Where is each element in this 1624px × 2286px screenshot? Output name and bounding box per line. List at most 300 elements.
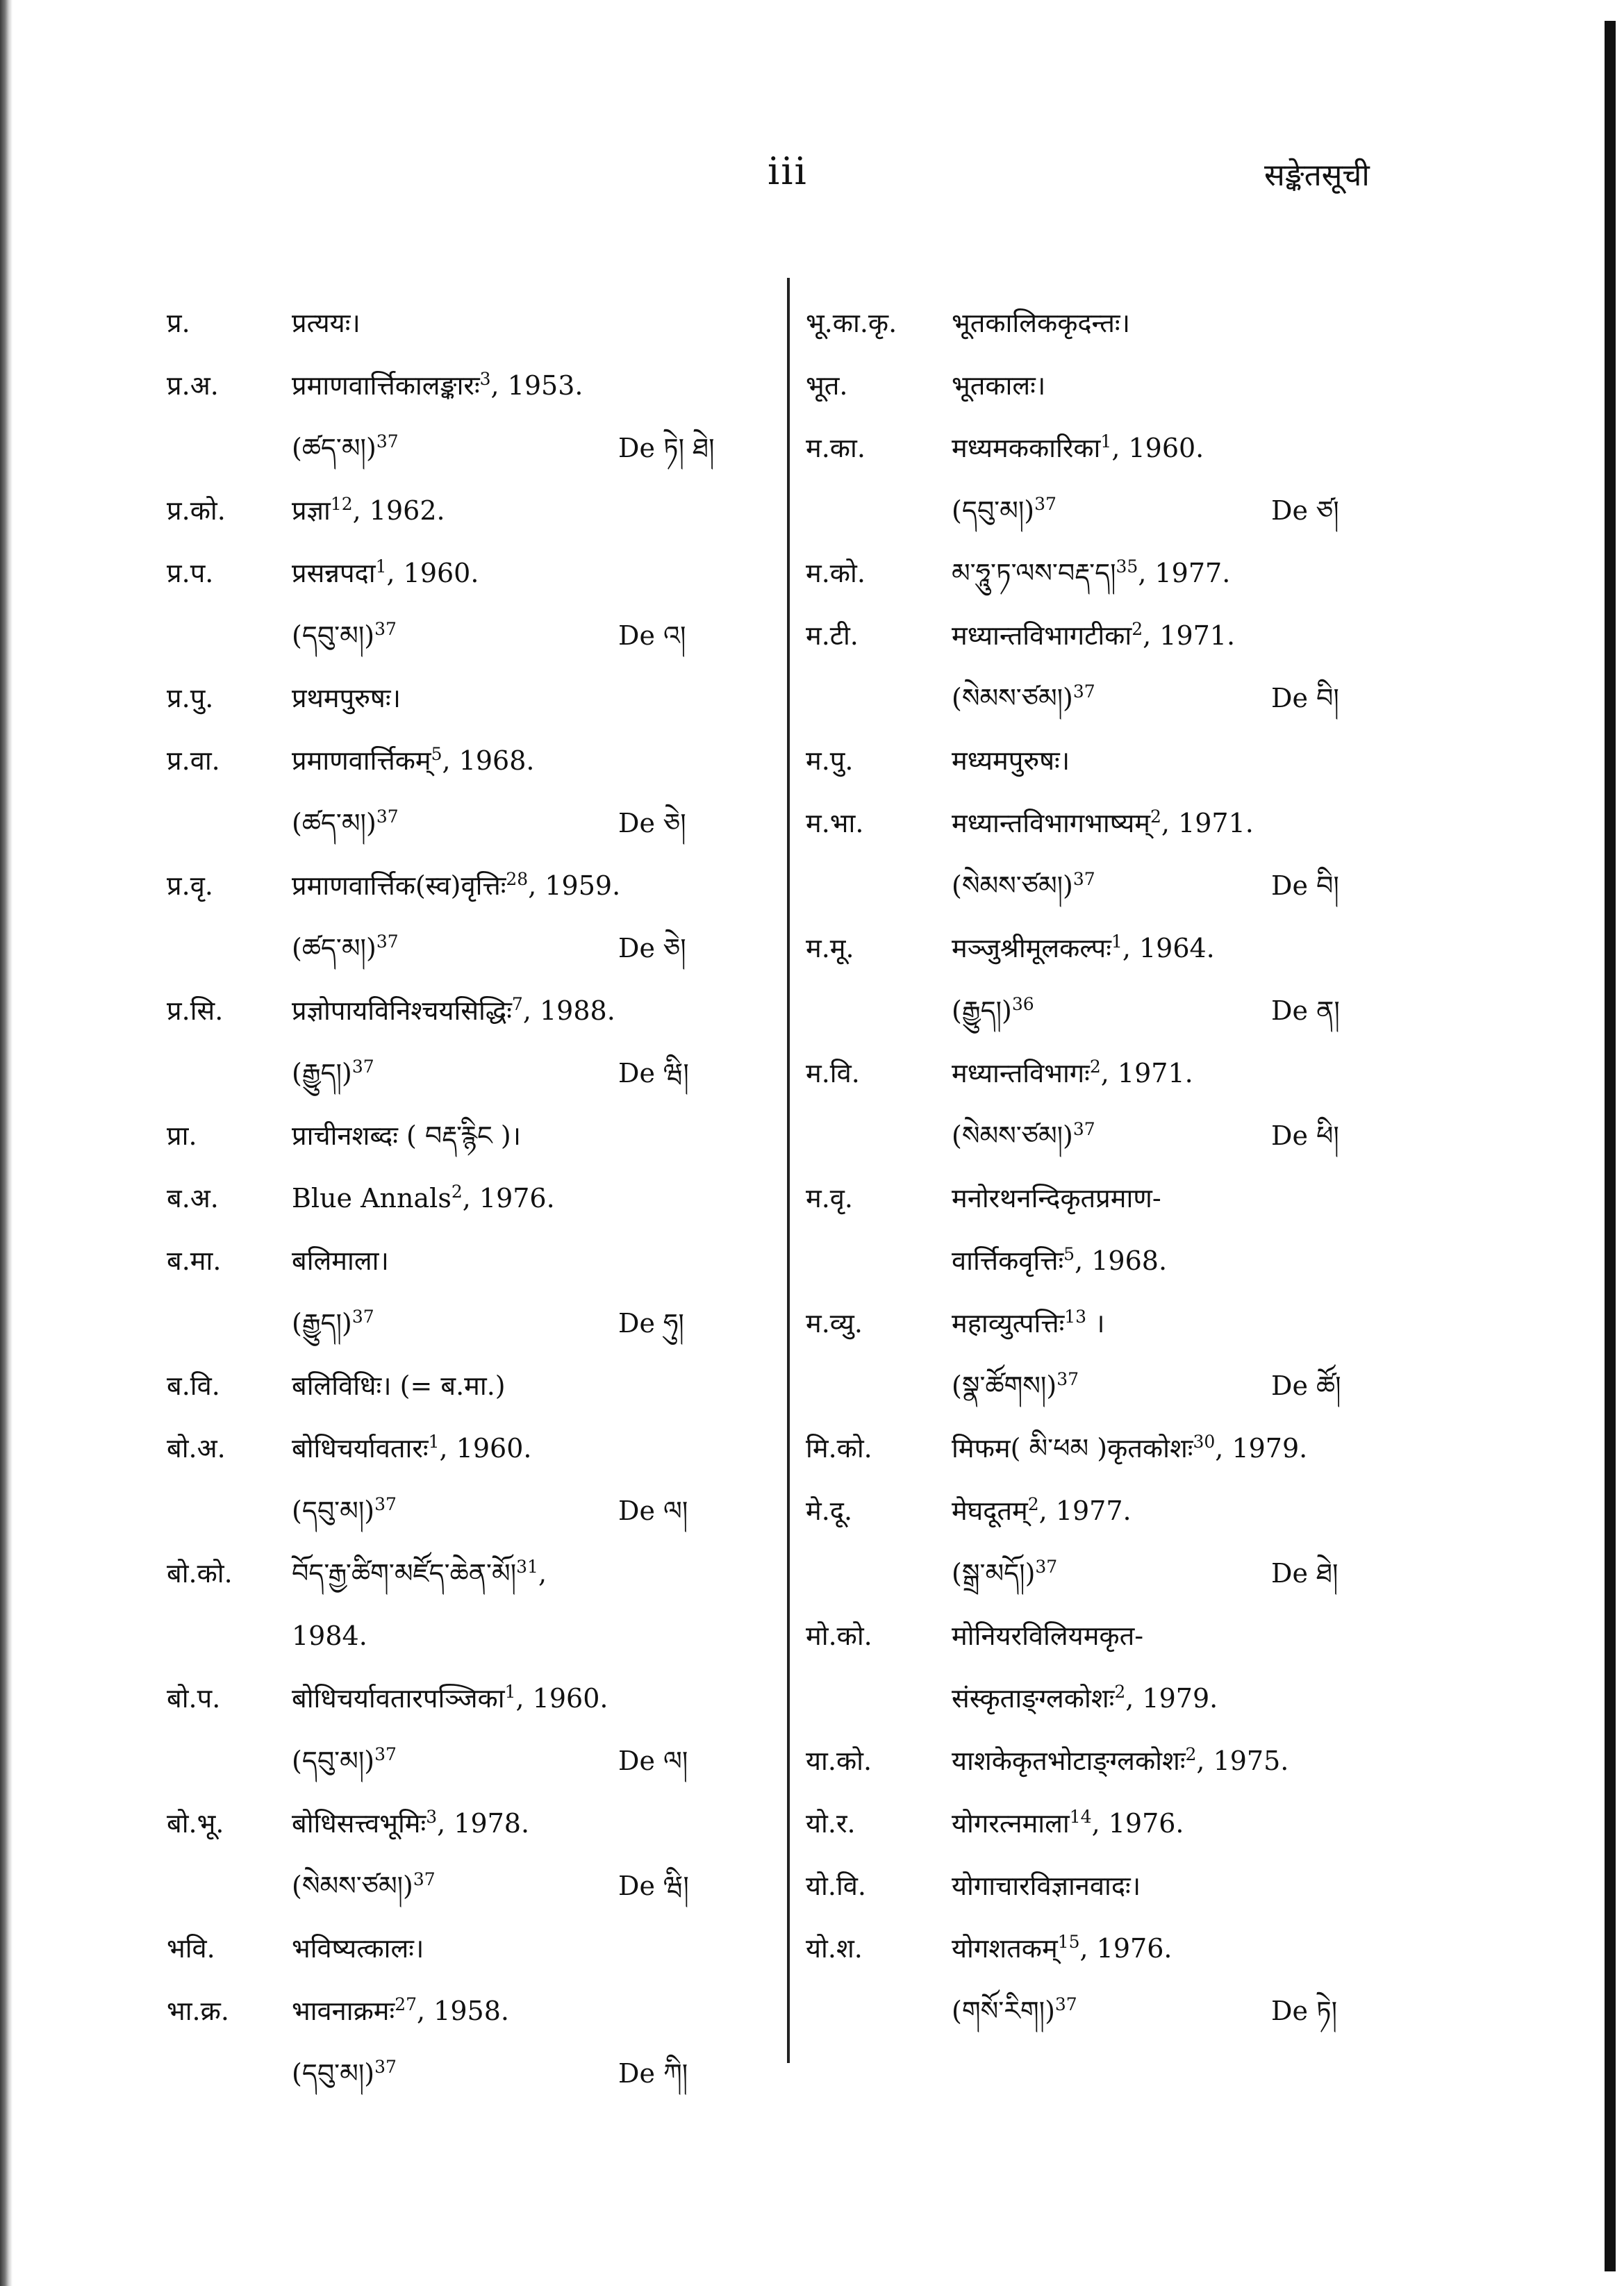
expansion <box>952 1667 1218 1730</box>
source-note-number: 3 <box>479 369 491 389</box>
abbreviation-entry-line <box>806 1667 1361 1730</box>
abbreviation-entry-line <box>806 1542 1361 1605</box>
expansion <box>952 479 1057 542</box>
expansion <box>292 1917 424 1980</box>
abbreviation: यो.वि. <box>806 1871 867 1901</box>
publication-year: , 1979. <box>1125 1683 1218 1714</box>
expansion-text: (དབུ་མ།) <box>292 2058 375 2089</box>
expansion-text: प्रमाणवार्त्तिक(स्व)वृत्तिः <box>292 870 506 901</box>
publication-year: , 1959. <box>528 870 621 901</box>
expansion <box>292 1542 547 1605</box>
publication-year: , 1960. <box>515 1683 608 1714</box>
expansion-text: प्रसन्नपदा <box>292 558 376 588</box>
expansion <box>292 729 535 792</box>
abbreviation-entry-line <box>806 1980 1361 2042</box>
abbreviation-entry-line <box>167 354 743 417</box>
abbreviation-entry-line <box>806 854 1361 917</box>
source-note-number: 37 <box>1057 1369 1079 1389</box>
abbreviation-entry-line <box>167 1792 743 1855</box>
publication-year: , 1953. <box>490 370 583 401</box>
expansion-text: भूतकालः। <box>952 370 1046 401</box>
expansion <box>952 1355 1079 1417</box>
abbreviation-entry-line <box>167 729 743 792</box>
abbreviation: म.का. <box>806 433 865 463</box>
source-note-number: 1 <box>375 556 387 577</box>
expansion <box>952 1292 1105 1355</box>
expansion <box>952 1480 1132 1542</box>
expansion-text: (སྒྲ་མདོ།) <box>952 1558 1036 1589</box>
abbreviation-entry-line <box>167 2042 743 2105</box>
expansion <box>292 1855 436 1917</box>
abbreviation: म.व्यु. <box>806 1308 863 1339</box>
expansion <box>952 1792 1184 1855</box>
publication-year: , 1960. <box>439 1433 532 1464</box>
expansion-text: བོད་རྒྱ་ཚིག་མཛོད་ཆེན་མོ། <box>292 1558 517 1589</box>
expansion-text: बलिमाला। <box>292 1245 389 1276</box>
expansion <box>952 1167 1161 1229</box>
expansion-text: मञ्जुश्रीमूलकल्पः <box>952 933 1111 963</box>
expansion-text: महाव्युत्पत्तिः <box>952 1308 1065 1339</box>
abbreviation-entry-line <box>806 1480 1361 1542</box>
abbreviation: प्र.वृ. <box>167 870 213 901</box>
expansion <box>292 1292 374 1355</box>
expansion-text: मेघदूतम् <box>952 1496 1028 1526</box>
expansion-text: (སེམས་ཙམ།) <box>292 1871 413 1901</box>
expansion-text: प्रथमपुरुषः। <box>292 683 401 713</box>
expansion <box>292 1417 531 1480</box>
expansion-text: (སེམས་ཙམ།) <box>952 683 1073 713</box>
source-note-number: 2 <box>451 1182 463 1202</box>
expansion <box>952 729 1070 792</box>
source-note-number: 30 <box>1193 1432 1216 1452</box>
expansion <box>292 604 397 667</box>
expansion-text: मनोरथनन्दिकृतप्रमाण- <box>952 1183 1161 1214</box>
expansion-text: प्रमाणवार्त्तिकालङ्कारः <box>292 370 480 401</box>
expansion <box>952 1417 1307 1480</box>
source-note-number: 37 <box>413 1869 436 1889</box>
abbreviation-entry-line <box>167 1730 743 1792</box>
derge-reference: De བི། <box>1271 870 1339 901</box>
expansion-text: (སེམས་ཙམ།) <box>952 1120 1073 1151</box>
abbreviation-entry-line <box>167 1417 743 1480</box>
abbreviation-entry-line <box>806 604 1361 667</box>
source-note-number: 2 <box>1185 1744 1197 1764</box>
expansion-text: (རྒྱུད།) <box>292 1308 352 1339</box>
expansion <box>952 667 1095 729</box>
source-note-number: 14 <box>1069 1807 1092 1827</box>
expansion <box>292 1667 608 1730</box>
abbreviation-entry-line <box>167 979 743 1042</box>
expansion-text: वार्त्तिकवृत्तिः <box>952 1245 1064 1276</box>
source-note-number: 1 <box>1111 931 1122 952</box>
abbreviation: प्रा. <box>167 1120 197 1151</box>
left-column <box>167 292 743 2105</box>
expansion-text: याशकेकृतभोटाङ्ग्लकोशः <box>952 1746 1186 1776</box>
abbreviation: ब.अ. <box>167 1183 219 1214</box>
expansion <box>952 792 1254 854</box>
derge-reference: De ཙ། <box>1271 495 1339 526</box>
source-note-number: 7 <box>511 994 523 1014</box>
expansion-text: मोनियरविलियमकृत- <box>952 1621 1144 1651</box>
source-note-number: 27 <box>395 1994 417 2014</box>
abbreviation-entry-line <box>806 542 1361 604</box>
source-note-number: 37 <box>351 1057 374 1077</box>
source-note-number: 2 <box>1150 806 1161 827</box>
publication-year: , 1988. <box>522 995 615 1026</box>
derge-reference: De ཚོ། <box>1271 1370 1341 1401</box>
expansion <box>292 1730 397 1792</box>
expansion-text: भविष्यत्कालः। <box>292 1933 424 1964</box>
expansion <box>292 1167 555 1229</box>
abbreviation-entry-line <box>167 667 743 729</box>
publication-year: , 1971. <box>1161 808 1254 838</box>
abbreviation-entry-line <box>167 1917 743 1980</box>
abbreviation-entry-line <box>806 1292 1361 1355</box>
expansion-text: बोधिचर्यावतारपञ्जिका <box>292 1683 505 1714</box>
right-column <box>806 292 1361 2042</box>
scan-edge-right <box>1605 21 1616 2271</box>
abbreviation-entry-line <box>167 1542 743 1605</box>
abbreviation-entry-line <box>806 1355 1361 1417</box>
abbreviation: म.वृ. <box>806 1183 854 1214</box>
abbreviation-entry-line <box>167 917 743 979</box>
expansion <box>292 2042 397 2105</box>
expansion-text: बोधिचर्यावतारः <box>292 1433 429 1464</box>
abbreviation: बो.को. <box>167 1558 233 1589</box>
abbreviation-entry-line <box>806 1229 1361 1292</box>
abbreviation-entry-line <box>167 1042 743 1104</box>
source-note-number: 31 <box>516 1557 538 1577</box>
expansion-text: (དབུ་མ།) <box>292 1496 375 1526</box>
abbreviation: ब.मा. <box>167 1245 222 1276</box>
abbreviation-entry-line <box>167 1667 743 1730</box>
expansion-text: मध्यान्तविभागभाष्यम् <box>952 808 1150 838</box>
abbreviation-entry-line <box>167 1355 743 1417</box>
source-note-number: 1 <box>428 1432 440 1452</box>
expansion <box>952 1104 1095 1167</box>
abbreviation-entry-line <box>806 917 1361 979</box>
expansion-text: मिफम( མི་ཕམ )कृतकोशः <box>952 1433 1193 1464</box>
abbreviation-entry-line <box>167 1480 743 1542</box>
abbreviation: या.को. <box>806 1746 872 1776</box>
abbreviation-entry-line <box>167 604 743 667</box>
expansion <box>952 979 1034 1042</box>
abbreviation: भू.का.कृ. <box>806 308 897 338</box>
abbreviation: मि.को. <box>806 1433 872 1464</box>
abbreviation-entry-line <box>167 1104 743 1167</box>
publication-year: , 1958. <box>417 1996 509 2026</box>
expansion <box>952 1229 1167 1292</box>
abbreviation-entry-line <box>806 1417 1361 1480</box>
expansion-text: भावनाक्रमः <box>292 1996 395 2026</box>
source-note-number: 5 <box>431 744 442 764</box>
expansion-text: प्रज्ञोपायविनिश्चयसिद्धिः <box>292 995 512 1026</box>
abbreviation: म.को. <box>806 558 865 588</box>
source-note-number: 35 <box>1116 556 1138 577</box>
publication-year: , 1976. <box>1091 1808 1184 1839</box>
source-note-number: 2 <box>1132 619 1143 639</box>
derge-reference: De འ། <box>618 620 686 651</box>
abbreviation-entry-line <box>167 1167 743 1229</box>
source-note-number: 1 <box>1100 431 1112 452</box>
abbreviation-entry-line <box>806 1104 1361 1167</box>
expansion-text: (ཚད་མ།) <box>292 933 376 963</box>
source-note-number: 37 <box>1035 1557 1058 1577</box>
publication-year: , 1976. <box>1079 1933 1173 1964</box>
abbreviation-entry-line <box>167 1292 743 1355</box>
expansion <box>292 1042 374 1104</box>
expansion <box>292 792 399 854</box>
publication-year: , 1971. <box>1143 620 1236 651</box>
source-note-number: 37 <box>374 1494 397 1514</box>
abbreviation-entry-line <box>167 1980 743 2042</box>
source-note-number: 2 <box>1089 1057 1101 1077</box>
publication-year: , 1968. <box>442 745 535 776</box>
source-note-number: 13 <box>1064 1307 1087 1327</box>
abbreviation: प्र.को. <box>167 495 226 526</box>
expansion <box>292 917 399 979</box>
expansion-text: योगरत्नमाला <box>952 1808 1070 1839</box>
publication-year: , 1977. <box>1138 558 1231 588</box>
abbreviation: प्र.पु. <box>167 683 214 713</box>
abbreviation-entry-line <box>806 354 1361 417</box>
abbreviation: भवि. <box>167 1933 215 1964</box>
source-note-number: 5 <box>1063 1244 1075 1264</box>
derge-reference: De ཕི། <box>1271 1120 1339 1151</box>
publication-year: , 1964. <box>1122 933 1215 963</box>
publication-year: , 1977. <box>1038 1496 1132 1526</box>
abbreviation: यो.र. <box>806 1808 856 1839</box>
abbreviation: बो.प. <box>167 1683 221 1714</box>
abbreviation: म.टी. <box>806 620 859 651</box>
expansion-text: प्राचीनशब्दः ( བརྡ་རྙིང )। <box>292 1120 522 1151</box>
publication-year: , 1976. <box>462 1183 555 1214</box>
abbreviation-entry-line <box>167 792 743 854</box>
expansion-text: (དབུ་མ།) <box>292 1746 375 1776</box>
abbreviation-entry-line <box>806 1855 1361 1917</box>
expansion <box>952 854 1095 917</box>
expansion <box>952 1542 1057 1605</box>
expansion <box>292 667 401 729</box>
source-note-number: 37 <box>1072 681 1095 702</box>
abbreviation-entry-line <box>167 417 743 479</box>
expansion-text: प्रज्ञा <box>292 495 331 526</box>
abbreviation: मो.को. <box>806 1621 872 1651</box>
abbreviation-entry-line <box>806 479 1361 542</box>
abbreviation: भा.क्र. <box>167 1996 229 2026</box>
expansion <box>292 1355 506 1417</box>
abbreviation-entry-line <box>806 1042 1361 1104</box>
source-note-number: 2 <box>1027 1494 1039 1514</box>
abbreviation: भूत. <box>806 370 848 401</box>
expansion-text: (དབུ་མ།) <box>292 620 375 651</box>
expansion <box>292 1792 529 1855</box>
source-note-number: 37 <box>1072 869 1095 889</box>
expansion <box>952 1855 1141 1917</box>
abbreviation: प्र.प. <box>167 558 214 588</box>
expansion-text: प्रमाणवार्त्तिकम् <box>292 745 431 776</box>
abbreviation: म.वि. <box>806 1058 860 1088</box>
expansion-text: मध्यान्तविभागटीका <box>952 620 1132 651</box>
publication-year: , 1962. <box>352 495 445 526</box>
derge-reference: De ཅེ། <box>618 808 686 838</box>
expansion <box>952 292 1130 354</box>
derge-reference: De ཏེ། ཐེ། <box>618 433 715 463</box>
expansion-text: भूतकालिककृदन्तः। <box>952 308 1130 338</box>
abbreviation-entry-line <box>167 542 743 604</box>
expansion <box>292 479 445 542</box>
abbreviation: ब.वि. <box>167 1370 220 1401</box>
abbreviation: प्र.सि. <box>167 995 224 1026</box>
expansion-text: (གསོ་རིག།) <box>952 1996 1055 2026</box>
publication-year: , 1971. <box>1100 1058 1193 1088</box>
abbreviation: मे.दू. <box>806 1496 853 1526</box>
abbreviation: म.भा. <box>806 808 864 838</box>
abbreviation: बो.अ. <box>167 1433 226 1464</box>
publication-year: , 1960. <box>386 558 479 588</box>
expansion-text: मध्यमककारिका <box>952 433 1101 463</box>
expansion-text: 1984. <box>292 1621 367 1651</box>
source-note-number: 12 <box>330 494 353 514</box>
derge-reference: De ཅེ། <box>618 933 686 963</box>
abbreviation-entry-line <box>806 1605 1361 1667</box>
source-note-number: 15 <box>1057 1932 1080 1952</box>
abbreviation-entry-line <box>806 292 1361 354</box>
abbreviation-entry-line <box>167 479 743 542</box>
source-note-number: 28 <box>506 869 529 889</box>
derge-reference: De ན། <box>1271 995 1340 1026</box>
abbreviation-entry-line <box>167 1605 743 1667</box>
publication-year: । <box>1086 1308 1105 1339</box>
expansion <box>292 979 615 1042</box>
expansion-text: बलिविधिः। (= ब.मा.) <box>292 1370 506 1401</box>
derge-reference: De ཝི། <box>618 1871 689 1901</box>
derge-reference: De ཏེ། <box>1271 1996 1338 2026</box>
derge-reference: De ཀི། <box>618 2058 688 2089</box>
abbreviation-entry-line <box>806 792 1361 854</box>
source-note-number: 36 <box>1011 994 1034 1014</box>
source-note-number: 37 <box>374 1744 397 1764</box>
derge-reference: De ཝི། <box>618 1058 689 1088</box>
expansion-text: प्रत्ययः। <box>292 308 361 338</box>
expansion <box>952 1980 1077 2042</box>
expansion <box>292 1980 509 2042</box>
abbreviation: यो.श. <box>806 1933 863 1964</box>
expansion-text: बोधिसत्त्वभूमिः <box>292 1808 426 1839</box>
source-note-number: 37 <box>376 931 399 952</box>
source-note-number: 37 <box>351 1307 374 1327</box>
expansion-text: (སེམས་ཙམ།) <box>952 870 1073 901</box>
abbreviation: म.मू. <box>806 933 854 963</box>
expansion <box>952 1730 1289 1792</box>
source-note-number: 37 <box>374 619 397 639</box>
abbreviation: प्र. <box>167 308 190 338</box>
derge-reference: De བི། <box>1271 683 1339 713</box>
expansion-text: मध्यान्तविभागः <box>952 1058 1090 1088</box>
derge-reference: De ལ། <box>618 1496 688 1526</box>
expansion-text: (དབུ་མ།) <box>952 495 1035 526</box>
publication-year: , 1960. <box>1111 433 1204 463</box>
abbreviation: प्र.अ. <box>167 370 219 401</box>
source-note-number: 37 <box>376 806 399 827</box>
expansion-text: (རྒྱུད།) <box>292 1058 352 1088</box>
abbreviation-entry-line <box>167 292 743 354</box>
expansion <box>292 1104 521 1167</box>
expansion <box>952 1917 1172 1980</box>
publication-year: , <box>538 1558 547 1589</box>
source-note-number: 3 <box>426 1807 438 1827</box>
expansion <box>952 542 1230 604</box>
source-note-number: 37 <box>1072 1119 1095 1139</box>
expansion <box>292 1480 397 1542</box>
expansion-text: मध्यमपुरुषः। <box>952 745 1070 776</box>
abbreviation-entry-line <box>806 667 1361 729</box>
derge-reference: De ཧུ། <box>618 1308 684 1339</box>
source-note-number: 37 <box>1054 1994 1077 2014</box>
abbreviation: प्र.वा. <box>167 745 220 776</box>
source-note-number: 2 <box>1114 1682 1126 1702</box>
abbreviation-entry-line <box>806 1730 1361 1792</box>
abbreviation-entry-line <box>806 729 1361 792</box>
source-note-number: 1 <box>504 1682 516 1702</box>
expansion <box>292 1229 389 1292</box>
expansion-text: (ཚད་མ།) <box>292 808 376 838</box>
abbreviation-entry-line <box>806 1167 1361 1229</box>
publication-year: , 1968. <box>1075 1245 1168 1276</box>
expansion <box>952 354 1045 417</box>
expansion-text: योगाचारविज्ञानवादः। <box>952 1871 1141 1901</box>
expansion <box>952 1605 1143 1667</box>
expansion <box>952 1042 1193 1104</box>
publication-year: , 1979. <box>1215 1433 1308 1464</box>
abbreviation-entry-line <box>806 1917 1361 1980</box>
column-divider <box>787 278 790 2063</box>
abbreviation-entry-line <box>806 1792 1361 1855</box>
derge-reference: De ལ། <box>618 1746 688 1776</box>
source-note-number: 37 <box>374 2057 397 2077</box>
expansion-text: (རྒྱུད།) <box>952 995 1012 1026</box>
abbreviation: बो.भू. <box>167 1808 224 1839</box>
expansion <box>952 417 1204 479</box>
expansion-text: (ཚད་མ།) <box>292 433 376 463</box>
abbreviation: म.पु. <box>806 745 854 776</box>
abbreviation-entry-line <box>806 417 1361 479</box>
expansion <box>952 604 1235 667</box>
expansion <box>292 854 620 917</box>
abbreviation-entry-line <box>167 854 743 917</box>
expansion <box>292 542 479 604</box>
expansion <box>292 417 399 479</box>
source-note-number: 37 <box>1034 494 1057 514</box>
publication-year: , 1975. <box>1196 1746 1289 1776</box>
expansion-text: མ་ཧཱུ་ཏ་ལས་བརྡ་ད། <box>952 558 1116 588</box>
expansion-text: Blue Annals <box>292 1183 451 1214</box>
expansion <box>292 354 583 417</box>
abbreviation-entry-line <box>806 979 1361 1042</box>
expansion-text: संस्कृताङ्ग्लकोशः <box>952 1683 1115 1714</box>
expansion-text: योगशतकम् <box>952 1933 1058 1964</box>
expansion-text: (སྣ་ཚོགས།) <box>952 1370 1057 1401</box>
abbreviation-entry-line <box>167 1855 743 1917</box>
source-note-number: 37 <box>376 431 399 452</box>
running-head: सङ्केतसूची <box>1264 158 1370 193</box>
scan-edge-left <box>0 0 13 2286</box>
expansion <box>292 1605 367 1667</box>
expansion <box>292 292 361 354</box>
page-number: iii <box>768 149 808 193</box>
publication-year: , 1978. <box>437 1808 530 1839</box>
abbreviation-entry-line <box>167 1229 743 1292</box>
